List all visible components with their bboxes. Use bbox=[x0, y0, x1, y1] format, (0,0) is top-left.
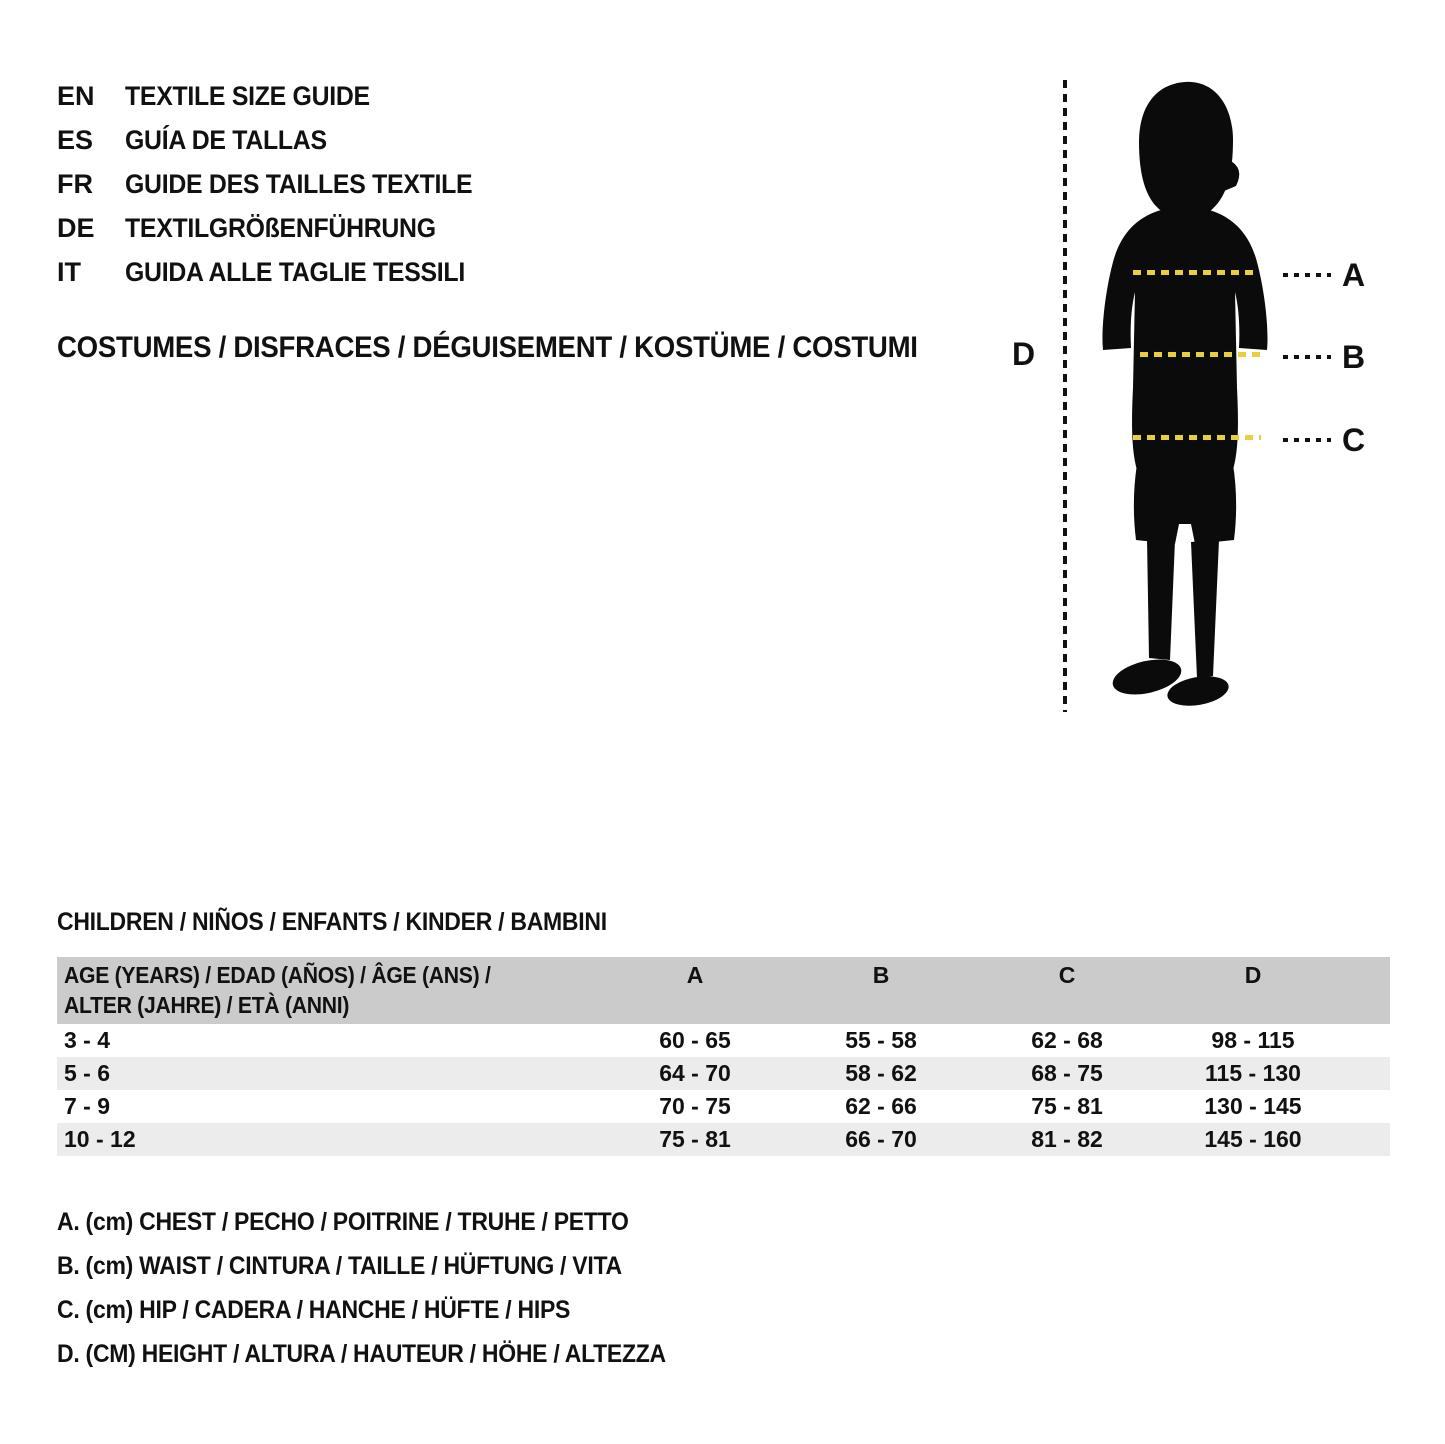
waist-cell: 66 - 70 bbox=[845, 1126, 917, 1152]
table-row bbox=[57, 1057, 1390, 1090]
table-row bbox=[57, 1123, 1390, 1156]
lang-code: IT bbox=[57, 256, 81, 287]
lang-row-it bbox=[57, 250, 503, 294]
lang-title: TEXTILE SIZE GUIDE bbox=[125, 80, 370, 111]
height-cell: 130 - 145 bbox=[1204, 1093, 1302, 1119]
lang-code: DE bbox=[57, 212, 95, 243]
height-label: D bbox=[1012, 336, 1036, 372]
lang-title: GUÍA DE TALLAS bbox=[125, 124, 327, 155]
lang-row-fr bbox=[57, 162, 503, 206]
hip-cell: 81 - 82 bbox=[1031, 1126, 1103, 1152]
chest-cell: 70 - 75 bbox=[659, 1093, 731, 1119]
chest-cell: 60 - 65 bbox=[659, 1027, 731, 1053]
lang-code: ES bbox=[57, 124, 94, 155]
lang-code: EN bbox=[57, 80, 95, 111]
column-header-a: A bbox=[686, 962, 704, 988]
age-header-cell: AGE (YEARS) / EDAD (AÑOS) / ÂGE (ANS) / ALTER (JAHRE) / ETÀ (ANNI) bbox=[64, 962, 491, 1018]
hip-cell: 75 - 81 bbox=[1031, 1093, 1103, 1119]
chest-label: A bbox=[1342, 257, 1366, 293]
height-cell: 115 - 130 bbox=[1205, 1060, 1301, 1086]
chest-cell: 75 - 81 bbox=[659, 1126, 731, 1152]
lang-row-de bbox=[57, 206, 503, 250]
column-header-d: D bbox=[1244, 962, 1262, 988]
legend-chest: A. (cm) CHEST / PECHO / POITRINE / TRUHE / PETTO bbox=[57, 1207, 629, 1236]
height-cell: 145 - 160 bbox=[1204, 1126, 1302, 1152]
lang-row-en bbox=[57, 74, 503, 118]
waist-cell: 62 - 66 bbox=[845, 1093, 917, 1119]
table-header-row bbox=[57, 957, 1390, 1024]
chest-cell: 64 - 70 bbox=[659, 1060, 731, 1086]
lang-title: GUIDE DES TAILLES TEXTILE bbox=[125, 168, 473, 199]
height-measure-dotted-line bbox=[1063, 80, 1067, 712]
measurement-legend bbox=[57, 1200, 719, 1376]
hip-label: C bbox=[1342, 422, 1366, 458]
legend-hip: C. (cm) HIP / CADERA / HANCHE / HÜFTE / HIPS bbox=[57, 1295, 571, 1324]
waist-label: B bbox=[1342, 339, 1366, 375]
child-silhouette-graphic bbox=[1085, 78, 1295, 718]
table-row bbox=[57, 1024, 1390, 1057]
language-title-list bbox=[57, 74, 503, 294]
children-size-table bbox=[57, 957, 1390, 1156]
chest-measure-line bbox=[1133, 270, 1258, 275]
column-header-b: B bbox=[872, 962, 890, 988]
age-cell: 7 - 9 bbox=[64, 1093, 111, 1119]
age-cell: 3 - 4 bbox=[64, 1027, 111, 1053]
height-cell: 98 - 115 bbox=[1211, 1027, 1295, 1053]
hip-measure-line bbox=[1133, 435, 1261, 440]
lang-title: GUIDA ALLE TAGLIE TESSILI bbox=[125, 256, 465, 287]
lang-row-es bbox=[57, 118, 503, 162]
section-title-children: CHILDREN / NIÑOS / ENFANTS / KINDER / BAMBINI bbox=[57, 908, 607, 936]
lang-code: FR bbox=[57, 168, 93, 199]
waist-measure-line bbox=[1140, 352, 1262, 357]
header-filler-cell bbox=[1346, 960, 1390, 1020]
waist-cell: 58 - 62 bbox=[845, 1060, 917, 1086]
hip-cell: 68 - 75 bbox=[1031, 1060, 1103, 1086]
age-cell: 10 - 12 bbox=[64, 1126, 136, 1152]
legend-height: D. (CM) HEIGHT / ALTURA / HAUTEUR / HÖHE / ALTEZZA bbox=[57, 1339, 666, 1368]
waist-cell: 55 - 58 bbox=[845, 1027, 917, 1053]
legend-waist: B. (cm) WAIST / CINTURA / TAILLE / HÜFTUNG / VITA bbox=[57, 1251, 622, 1280]
column-header-c: C bbox=[1058, 962, 1076, 988]
lang-title: TEXTILGRÖßENFÜHRUNG bbox=[125, 212, 436, 243]
hip-cell: 62 - 68 bbox=[1031, 1027, 1103, 1053]
category-title: COSTUMES / DISFRACES / DÉGUISEMENT / KOSTÜME / COSTUMI bbox=[57, 331, 918, 364]
table-row bbox=[57, 1090, 1390, 1123]
age-cell: 5 - 6 bbox=[64, 1060, 111, 1086]
